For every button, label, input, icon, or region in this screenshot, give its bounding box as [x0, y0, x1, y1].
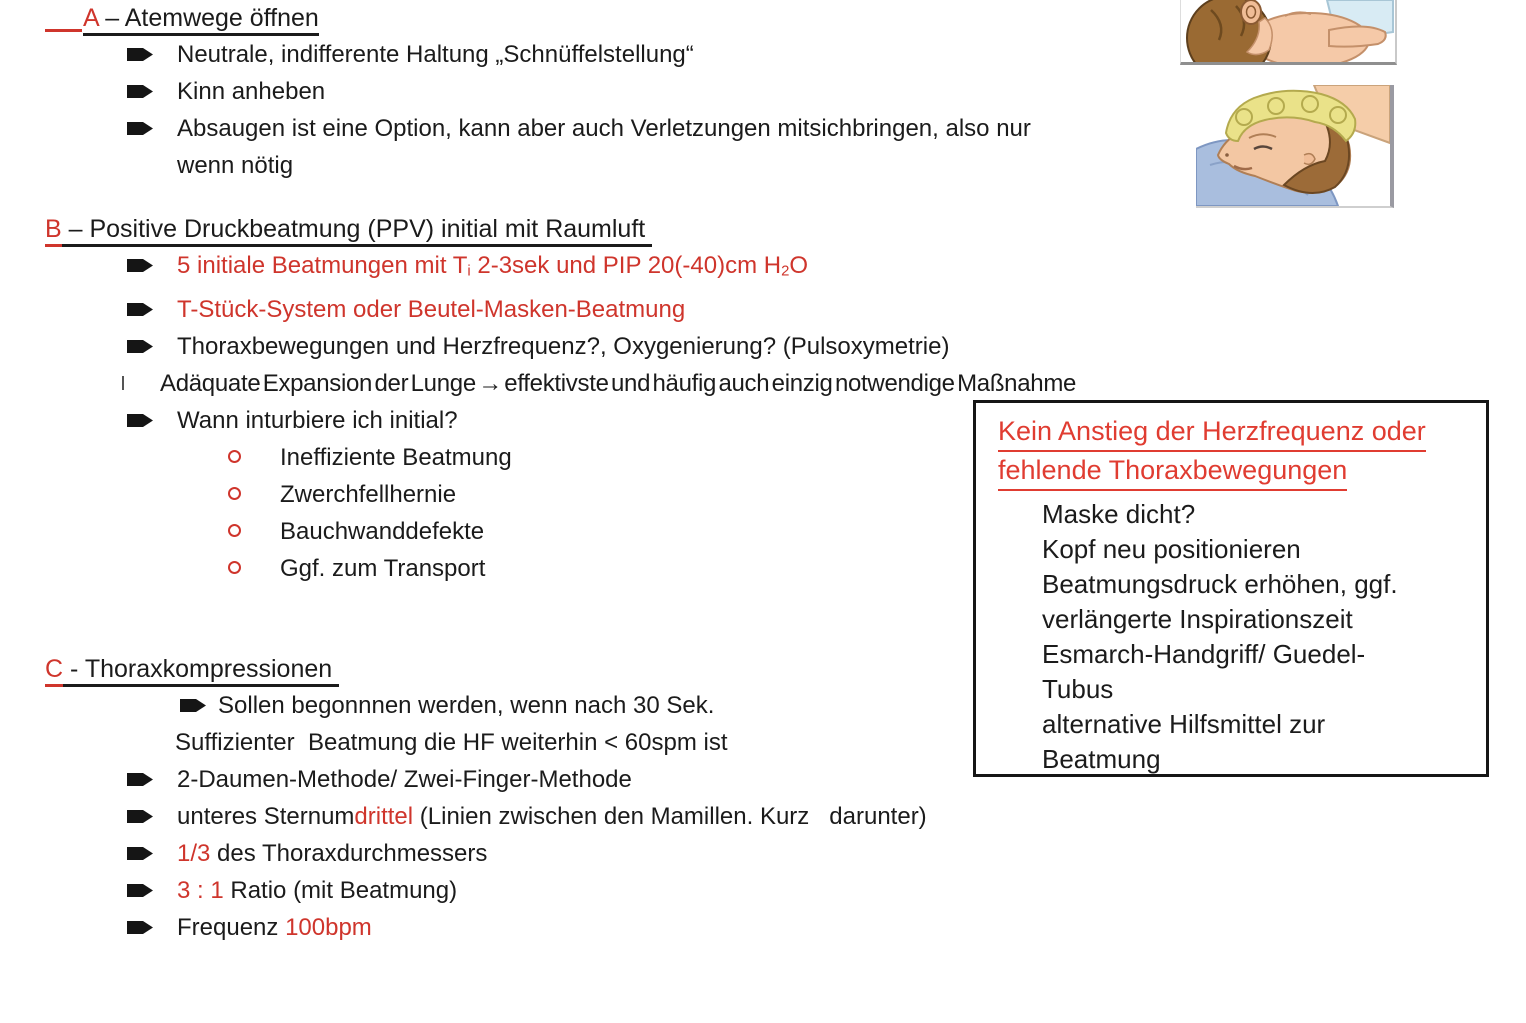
- section-c-title: - Thoraxkompressionen: [63, 655, 339, 687]
- section-a-letter: A: [83, 4, 98, 36]
- list-item-text: Absaugen ist eine Option, kann aber auch Verletzungen mitsichbringen, also nur: [177, 115, 1031, 142]
- section-c-letter: C: [45, 655, 63, 687]
- arrow-bullet-icon: [127, 36, 177, 63]
- list-item-text: [177, 798, 1185, 835]
- list-item-text: [177, 872, 1185, 909]
- callout-item-text: [1042, 532, 1476, 567]
- text-segment: des Thoraxdurchmessers: [210, 840, 488, 867]
- list-item-text: Neutrale, indifferente Haltung „Schnüffelstellung“: [177, 41, 694, 68]
- sub-list-item-text: Ineffiziente Beatmung: [280, 443, 512, 471]
- list-item: [45, 909, 1185, 946]
- list-item-text: Thoraxbewegungen und Herzfrequenz?, Oxygenierung? (Pulsoxymetrie): [177, 332, 950, 360]
- subscript: 2: [781, 263, 790, 280]
- list-item-text: Kinn anheben: [177, 78, 326, 105]
- text-line: alternative Hilfsmittel zur: [1042, 709, 1326, 739]
- list-item-text: [177, 909, 1185, 946]
- note-text: Adäquate Expansion der Lunge → effektivste und häufig auch einzig notwendige Maßnahme: [160, 369, 1077, 397]
- text-segment: 5 initiale Beatmungen mit T: [177, 252, 468, 279]
- arrow-bullet-icon: [127, 328, 177, 355]
- section-b-title: – Positive Druckbeatmung (PPV) initial mit Raumluft: [62, 215, 653, 247]
- list-item-text: Sollen begonnnen werden, wenn nach 30 Sek.: [218, 692, 715, 719]
- text-line: verlängerte Inspirationszeit: [1042, 604, 1353, 634]
- text-segment: unteres Sternum: [177, 803, 355, 830]
- circle-bullet-icon: [228, 513, 280, 537]
- subscript: i: [467, 263, 471, 280]
- list-item: [45, 328, 1185, 365]
- callout-item-text: [1042, 567, 1476, 637]
- dot-bullet-icon: [998, 567, 1042, 579]
- list-item-continuation: [45, 724, 1185, 761]
- text-segment-red: 100bpm: [285, 914, 372, 941]
- text-segment: O: [789, 252, 809, 279]
- baby-sniffing-position-illustration: [1196, 85, 1394, 208]
- section-a-heading: [45, 0, 1185, 36]
- list-item-continuation: [45, 147, 1185, 184]
- callout-item-text: [1042, 497, 1476, 532]
- arrow-bullet-icon: [127, 291, 177, 318]
- arrow-bullet-icon: [127, 110, 177, 137]
- text-line: Beatmung: [1042, 744, 1161, 774]
- section-a-title: – Atemwege öffnen: [98, 4, 319, 36]
- section-b-letter: B: [45, 215, 62, 247]
- list-item: [45, 687, 1185, 724]
- sub-list-item-text: Zwerchfellhernie: [280, 480, 457, 508]
- arrow-bullet-icon: [127, 73, 177, 100]
- list-item-text: [177, 835, 1185, 872]
- arrow-bullet-icon: [127, 909, 177, 936]
- list-item-text: Suffizienter Beatmung die HF weiterhin < 60spm ist: [175, 729, 728, 756]
- list-item: [45, 798, 1185, 835]
- arrow-bullet-icon: [180, 687, 218, 714]
- section-a-atemwege: [45, 0, 1185, 184]
- baby-supine-illustration-graphic: [1181, 0, 1395, 62]
- text-segment-red: 1/3: [177, 840, 211, 867]
- text-line: Beatmungsdruck erhöhen, ggf.: [1042, 569, 1398, 599]
- text-segment: Ratio (mit Beatmung): [223, 877, 458, 904]
- thin-vertical-bar-icon: [122, 365, 160, 390]
- circle-bullet-icon: [228, 476, 280, 500]
- list-item-text: wenn nötig: [177, 152, 294, 179]
- list-item: [45, 36, 1185, 73]
- callout-title-line: Kein Anstieg der Herzfrequenz oder: [998, 413, 1426, 452]
- sub-list-item-text: Ggf. zum Transport: [280, 554, 486, 582]
- text-line: Maske dicht?: [1042, 499, 1196, 529]
- red-dash-icon: [45, 29, 82, 32]
- text-segment: (Linien zwischen den Mamillen. Kurz darunter): [413, 803, 927, 830]
- arrow-bullet-icon: [127, 798, 177, 825]
- text-line: Tubus: [1042, 674, 1114, 704]
- text-segment-red: drittel: [354, 803, 414, 830]
- list-item-text: Wann inturbiere ich initial?: [177, 406, 458, 434]
- section-c-thoraxkompressionen: [45, 651, 1185, 946]
- list-item: [45, 291, 1185, 328]
- text-segment: 2-3sek und PIP 20(-40)cm H: [470, 252, 782, 279]
- list-item: [45, 761, 1185, 798]
- text-line: Kopf neu positionieren: [1042, 534, 1301, 564]
- dot-bullet-icon: [998, 532, 1042, 544]
- arrow-bullet-icon: [127, 761, 177, 788]
- callout-title-line: fehlende Thoraxbewegungen: [998, 452, 1347, 491]
- list-item: [45, 73, 1185, 110]
- circle-bullet-icon: [228, 439, 280, 463]
- callout-list-item: [998, 532, 1476, 567]
- baby-supine-illustration: [1180, 0, 1397, 65]
- list-item-text: [177, 247, 1185, 291]
- dot-bullet-icon: [998, 497, 1042, 509]
- list-item-text: T-Stück-System oder Beutel-Masken-Beatmung: [177, 295, 686, 323]
- list-item: [45, 872, 1185, 909]
- list-item-text: 2-Daumen-Methode/ Zwei-Finger-Methode: [177, 766, 632, 793]
- text-segment-red: 3 : 1: [177, 877, 224, 904]
- arrow-bullet-icon: [127, 835, 177, 862]
- callout-list-item: [998, 497, 1476, 532]
- list-item: [45, 247, 1185, 291]
- dot-bullet-icon: [998, 637, 1042, 649]
- note-line: [45, 365, 1185, 402]
- callout-title: [998, 413, 1476, 491]
- arrow-bullet-icon: [127, 402, 177, 429]
- sub-list-item-text: Bauchwanddefekte: [280, 517, 485, 545]
- section-c-heading: [45, 651, 1185, 687]
- arrow-bullet-icon: [127, 247, 177, 274]
- list-item: [45, 835, 1185, 872]
- text-line: Esmarch-Handgriff/ Guedel-: [1042, 639, 1366, 669]
- section-b-heading: [45, 211, 1185, 247]
- baby-sniffing-position-graphic: [1196, 85, 1390, 206]
- text-segment: Frequenz: [177, 914, 286, 941]
- circle-bullet-icon: [228, 550, 280, 574]
- callout-list-item: [998, 567, 1476, 637]
- list-item: [45, 110, 1185, 147]
- arrow-bullet-icon: [127, 872, 177, 899]
